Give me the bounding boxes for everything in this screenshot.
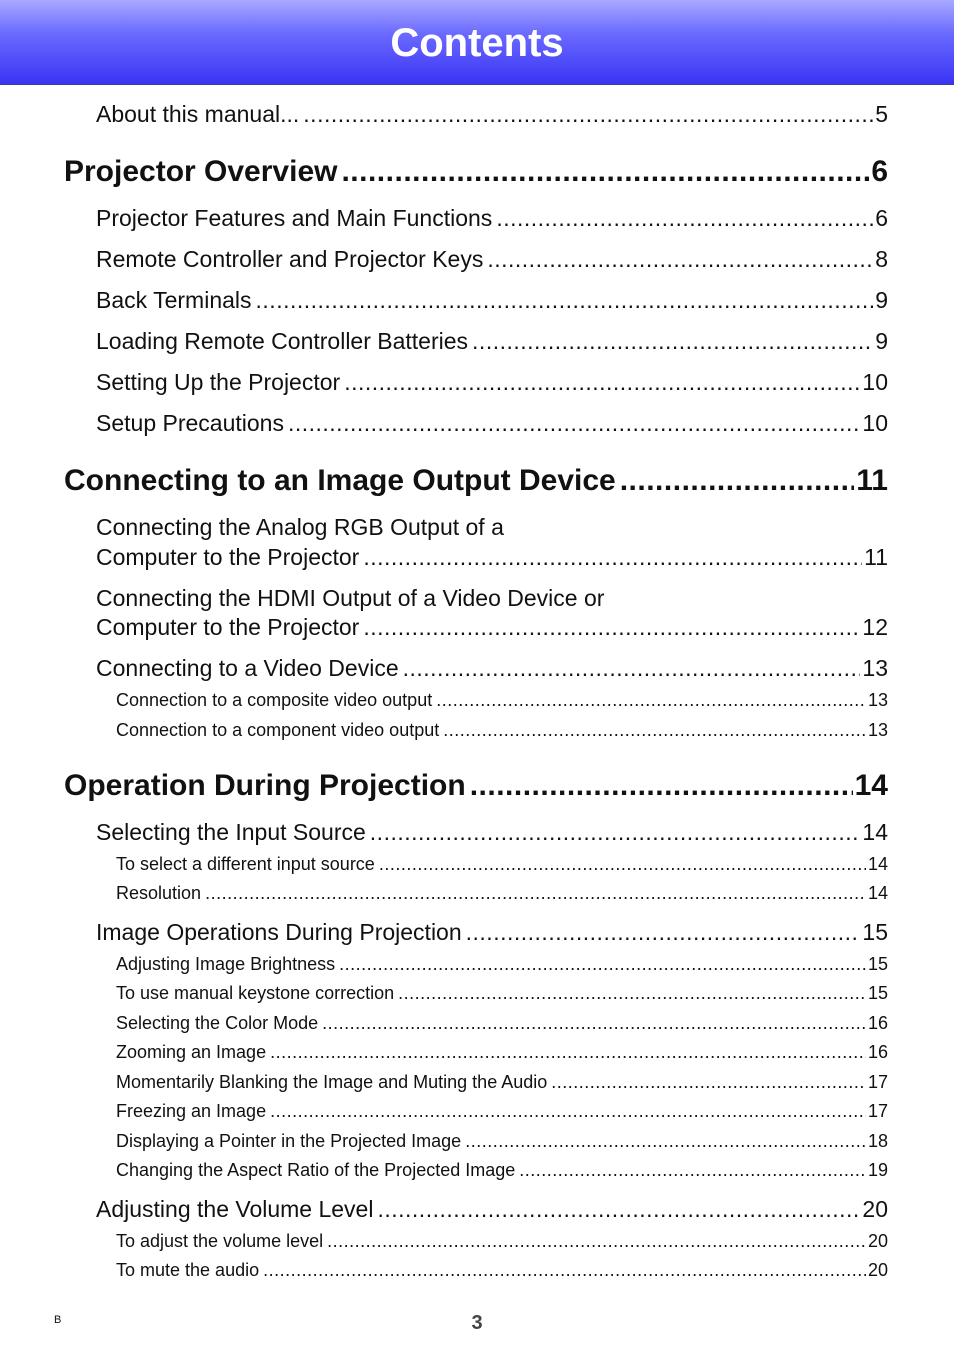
toc-subentry-composite[interactable] <box>116 688 888 712</box>
toc-subentry-page: 14 <box>867 883 888 903</box>
toc-leader-dots <box>370 817 861 847</box>
toc-entry-title: Back Terminals <box>96 287 252 313</box>
toc-entry-title: Computer to the Projector <box>96 614 360 640</box>
toc-leader-dots <box>398 981 866 1005</box>
toc-leader-dots <box>496 203 873 233</box>
toc-leader-dots <box>205 881 866 905</box>
toc-entry-page: 8 <box>875 246 888 272</box>
toc-leader-dots <box>327 1229 866 1253</box>
toc-subentry-keystone[interactable] <box>116 981 888 1005</box>
toc-entry-title: Connecting to a Video Device <box>96 655 399 681</box>
toc-subentry-freezing[interactable] <box>116 1099 888 1123</box>
toc-subentry-resolution[interactable] <box>116 881 888 905</box>
toc-leader-dots <box>377 1194 860 1224</box>
toc-subentry-component[interactable] <box>116 718 888 742</box>
toc-entry-setting-up[interactable] <box>96 367 888 397</box>
toc-leader-dots <box>339 952 866 976</box>
toc-entry-video-device[interactable] <box>96 653 888 683</box>
toc-leader-dots <box>344 367 860 397</box>
toc-leader-dots <box>472 326 873 356</box>
toc-leader-dots <box>363 612 860 642</box>
toc-section-operation[interactable] <box>64 767 888 805</box>
toc-entry-analog-rgb-line1[interactable]: Connecting the Analog RGB Output of a <box>96 514 504 540</box>
toc-subentry-adjust-volume[interactable] <box>116 1229 888 1253</box>
toc-subentry-title: Connection to a composite video output <box>116 690 433 710</box>
toc-section-projector-overview[interactable] <box>64 153 888 191</box>
toc-subentry-different-input[interactable] <box>116 852 888 876</box>
toc-subentry-page: 18 <box>867 1131 888 1151</box>
toc-section-page: 11 <box>856 464 888 497</box>
toc-subentry-page: 16 <box>867 1013 888 1033</box>
toc-entry-features[interactable] <box>96 203 888 233</box>
toc-subentry-title: Zooming an Image <box>116 1042 267 1062</box>
toc-leader-dots <box>551 1070 866 1094</box>
toc-subentry-page: 19 <box>867 1160 888 1180</box>
toc-leader-dots <box>379 852 866 876</box>
toc-entry-page: 20 <box>862 1196 888 1222</box>
toc-leader-dots <box>263 1258 866 1282</box>
toc-leader-dots <box>322 1011 866 1035</box>
toc-entry-title: Projector Features and Main Functions <box>96 205 493 231</box>
toc-subentry-page: 20 <box>867 1260 888 1280</box>
toc-subentry-aspect[interactable] <box>116 1158 888 1182</box>
toc-entry-hdmi[interactable] <box>96 612 888 642</box>
toc-leader-dots <box>341 153 869 191</box>
toc-entry-title: Selecting the Input Source <box>96 819 366 845</box>
toc-subentry-title: Adjusting Image Brightness <box>116 954 336 974</box>
toc-leader-dots <box>270 1099 866 1123</box>
toc-subentry-blanking[interactable] <box>116 1070 888 1094</box>
toc-leader-dots <box>465 1129 866 1153</box>
toc-entry-title: Setting Up the Projector <box>96 369 341 395</box>
toc-leader-dots <box>436 688 866 712</box>
toc-entry-page: 12 <box>862 614 888 640</box>
toc-leader-dots <box>519 1158 866 1182</box>
toc-entry-page: 5 <box>875 101 888 127</box>
toc-subentry-zooming[interactable] <box>116 1040 888 1064</box>
toc-entry-hdmi-line1[interactable]: Connecting the HDMI Output of a Video Device or <box>96 585 605 611</box>
toc-entry-batteries[interactable] <box>96 326 888 356</box>
toc-entry-page: 14 <box>862 819 888 845</box>
toc-entry-remote-keys[interactable] <box>96 244 888 274</box>
toc-subentry-title: Selecting the Color Mode <box>116 1013 319 1033</box>
toc-entry-back-terminals[interactable] <box>96 285 888 315</box>
toc-entry-page: 10 <box>862 410 888 436</box>
toc-section-title: Connecting to an Image Output Device <box>64 464 616 497</box>
toc-subentry-page: 17 <box>867 1072 888 1092</box>
toc-entry-input-source[interactable] <box>96 817 888 847</box>
toc-subentry-page: 15 <box>867 983 888 1003</box>
toc-subentry-title: Displaying a Pointer in the Projected Image <box>116 1131 462 1151</box>
toc-subentry-title: Resolution <box>116 883 202 903</box>
toc-subentry-page: 20 <box>867 1231 888 1251</box>
toc-subentry-pointer[interactable] <box>116 1129 888 1153</box>
toc-leader-dots <box>466 917 861 947</box>
toc-section-title: Projector Overview <box>64 155 338 188</box>
footer-page-number: 3 <box>471 1312 483 1334</box>
toc-subentry-title: To mute the audio <box>116 1260 260 1280</box>
toc-leader-dots <box>403 653 861 683</box>
toc-leader-dots <box>270 1040 866 1064</box>
toc-leader-dots <box>256 285 874 315</box>
toc-entry-about[interactable] <box>96 99 888 129</box>
toc-subentry-page: 13 <box>867 690 888 710</box>
toc-entry-title: Computer to the Projector <box>96 544 360 570</box>
toc-subentry-brightness[interactable] <box>116 952 888 976</box>
toc-entry-image-ops[interactable] <box>96 917 888 947</box>
toc-subentry-title: To use manual keystone correction <box>116 983 395 1003</box>
toc-entry-title: About this manual... <box>96 101 300 127</box>
toc-entry-page: 10 <box>862 369 888 395</box>
toc-entry-title: Setup Precautions <box>96 410 284 436</box>
toc-entry-page: 13 <box>862 655 888 681</box>
toc-subentry-color-mode[interactable] <box>116 1011 888 1035</box>
toc-leader-dots <box>303 99 873 129</box>
toc-subentry-title: Changing the Aspect Ratio of the Projected Image <box>116 1160 516 1180</box>
footer-mark: B <box>54 1314 62 1326</box>
toc-subentry-title: Freezing an Image <box>116 1101 267 1121</box>
toc-section-connecting[interactable] <box>64 462 888 500</box>
toc-entry-page: 9 <box>875 328 888 354</box>
toc-entry-title: Image Operations During Projection <box>96 919 462 945</box>
page-header <box>0 0 954 85</box>
page-title: Contents <box>390 21 564 65</box>
toc-subentry-page: 15 <box>867 954 888 974</box>
toc-subentry-title: Momentarily Blanking the Image and Muting the Audio <box>116 1072 548 1092</box>
toc-subentry-page: 17 <box>867 1101 888 1121</box>
toc-entry-title: Remote Controller and Projector Keys <box>96 246 484 272</box>
toc-entry-page: 6 <box>875 205 888 231</box>
toc-subentry-page: 13 <box>867 720 888 740</box>
toc-entry-page: 11 <box>864 544 888 570</box>
toc-entry-title: Adjusting the Volume Level <box>96 1196 374 1222</box>
toc-leader-dots <box>620 462 855 500</box>
toc-leader-dots <box>363 542 862 572</box>
toc-subentry-mute[interactable] <box>116 1258 888 1282</box>
toc-section-page: 14 <box>854 769 888 802</box>
toc-subentry-title: To select a different input source <box>116 854 375 874</box>
toc-subentry-title: Connection to a component video output <box>116 720 440 740</box>
toc-subentry-page: 16 <box>867 1042 888 1062</box>
toc-entry-title: Loading Remote Controller Batteries <box>96 328 469 354</box>
toc-section-page: 6 <box>871 155 888 188</box>
toc-subentry-page: 14 <box>867 854 888 874</box>
toc-subentry-title: To adjust the volume level <box>116 1231 324 1251</box>
toc-entry-analog-rgb[interactable] <box>96 542 888 572</box>
toc-leader-dots <box>470 767 853 805</box>
toc-entry-precautions[interactable] <box>96 408 888 438</box>
toc-leader-dots <box>487 244 873 274</box>
toc-leader-dots <box>288 408 860 438</box>
toc-leader-dots <box>443 718 866 742</box>
toc-section-title: Operation During Projection <box>64 769 466 802</box>
toc-entry-page: 15 <box>862 919 888 945</box>
toc-entry-volume[interactable] <box>96 1194 888 1224</box>
toc-entry-page: 9 <box>875 287 888 313</box>
